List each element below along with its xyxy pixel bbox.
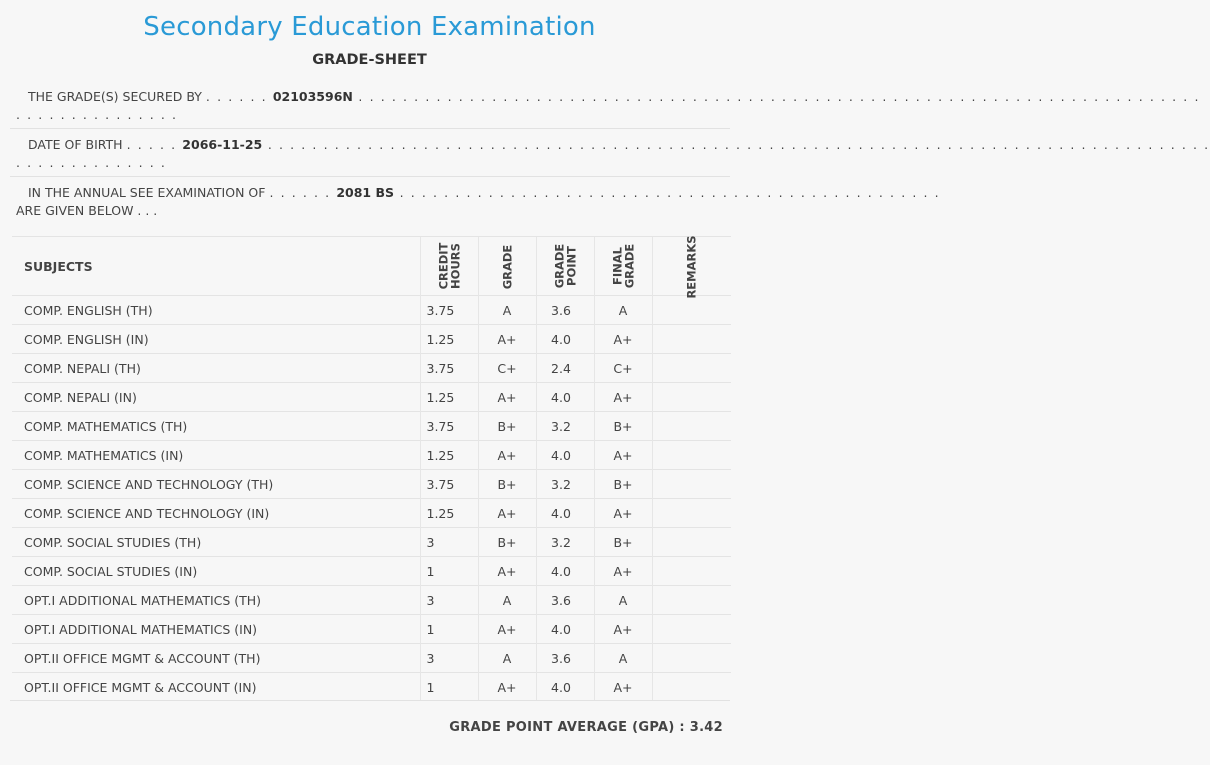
grade-cell: A bbox=[478, 296, 536, 325]
remarks-cell bbox=[652, 615, 731, 644]
remarks-cell bbox=[652, 412, 731, 441]
table-row bbox=[12, 412, 731, 441]
subject-cell: COMP. MATHEMATICS (TH) bbox=[12, 412, 420, 441]
grade-point-cell: 4.0 bbox=[536, 557, 594, 586]
remarks-cell bbox=[652, 586, 731, 615]
remarks-cell bbox=[652, 325, 731, 354]
table-row bbox=[12, 586, 731, 615]
given-below-text: ARE GIVEN BELOW . . . bbox=[16, 203, 158, 218]
secured-by-label: THE GRADE(S) SECURED BY bbox=[28, 89, 202, 104]
exam-line: IN THE ANNUAL SEE EXAMINATION OF . . . . . . 2081 BS . . . . . . . . . . . . . . . . . . . . . . . . . . . . . . . . . . . . . . . . . . . . . . . . . ARE GIVEN BELOW . . . bbox=[16, 185, 941, 218]
subject-cell: COMP. ENGLISH (IN) bbox=[12, 325, 420, 354]
credit-cell: 1.25 bbox=[420, 325, 478, 354]
grade-cell: B+ bbox=[478, 412, 536, 441]
header-fg-text-1: FINAL bbox=[609, 246, 624, 285]
header-grade bbox=[478, 237, 536, 296]
grade-point-cell: 3.6 bbox=[536, 644, 594, 673]
grade-point-cell: 4.0 bbox=[536, 499, 594, 528]
table-row bbox=[12, 528, 731, 557]
secured-by-line: THE GRADE(S) SECURED BY . . . . . . 02103596N . . . . . . . . . . . . . . . . . . . . . . . . . . . . . . . . . . . . . . . . . . . . . . . . . . . . . . . . . . . . . . . . . . . . . . . . . . . . . . . . . . . . . . . . . . . bbox=[16, 89, 1201, 122]
credit-cell: 3.75 bbox=[420, 470, 478, 499]
credit-cell: 3 bbox=[420, 528, 478, 557]
final-grade-cell: B+ bbox=[594, 528, 652, 557]
exam-label: IN THE ANNUAL SEE EXAMINATION OF bbox=[28, 185, 266, 200]
final-grade-cell: A+ bbox=[594, 557, 652, 586]
credit-cell: 3.75 bbox=[420, 354, 478, 383]
header-gp-text-2: POINT bbox=[563, 245, 578, 286]
header-subjects: SUBJECTS bbox=[12, 237, 420, 296]
remarks-cell bbox=[652, 383, 731, 412]
grade-cell: A+ bbox=[478, 557, 536, 586]
final-grade-cell: A+ bbox=[594, 325, 652, 354]
credit-cell: 1 bbox=[420, 615, 478, 644]
table-row bbox=[12, 354, 731, 383]
subject-cell: COMP. NEPALI (TH) bbox=[12, 354, 420, 383]
final-grade-cell: A+ bbox=[594, 441, 652, 470]
grades-table bbox=[12, 236, 731, 701]
grade-cell: C+ bbox=[478, 354, 536, 383]
remarks-cell bbox=[652, 441, 731, 470]
header-final-grade bbox=[594, 237, 652, 296]
final-grade-cell: A bbox=[594, 296, 652, 325]
header-grade-point bbox=[536, 237, 594, 296]
final-grade-cell: A+ bbox=[594, 383, 652, 412]
final-grade-cell: A+ bbox=[594, 673, 652, 702]
grade-cell: A+ bbox=[478, 325, 536, 354]
subject-cell: OPT.II OFFICE MGMT & ACCOUNT (IN) bbox=[12, 673, 420, 702]
grade-point-cell: 4.0 bbox=[536, 673, 594, 702]
table-row bbox=[12, 383, 731, 412]
remarks-cell bbox=[652, 528, 731, 557]
grade-point-cell: 4.0 bbox=[536, 383, 594, 412]
dob-value: 2066-11-25 bbox=[182, 137, 263, 152]
table-row bbox=[12, 499, 731, 528]
dob-label: DATE OF BIRTH bbox=[28, 137, 123, 152]
remarks-cell bbox=[652, 354, 731, 383]
table-row bbox=[12, 296, 731, 325]
remarks-cell bbox=[652, 557, 731, 586]
subject-cell: COMP. SOCIAL STUDIES (TH) bbox=[12, 528, 420, 557]
gpa-summary bbox=[449, 720, 723, 735]
subject-cell: OPT.I ADDITIONAL MATHEMATICS (TH) bbox=[12, 586, 420, 615]
final-grade-cell: C+ bbox=[594, 354, 652, 383]
dob-line: DATE OF BIRTH . . . . . 2066-11-25 . . . . . . . . . . . . . . . . . . . . . . . . . . . . . . . . . . . . . . . . . . . . . . . . . . . . . . . . . . . . . . . . . . . . . . . . . . . . . . . . . . . . . . . . . . . . . . . . . . . bbox=[16, 137, 1210, 170]
credit-cell: 3.75 bbox=[420, 296, 478, 325]
subject-cell: COMP. SOCIAL STUDIES (IN) bbox=[12, 557, 420, 586]
table-row bbox=[12, 673, 731, 702]
gpa-label: GRADE POINT AVERAGE (GPA) : bbox=[449, 720, 685, 735]
grade-point-cell: 3.6 bbox=[536, 296, 594, 325]
final-grade-cell: B+ bbox=[594, 470, 652, 499]
symbol-number: 02103596N bbox=[272, 89, 353, 104]
header-remarks-text: REMARKS bbox=[684, 234, 699, 299]
subject-cell: COMP. ENGLISH (TH) bbox=[12, 296, 420, 325]
final-grade-cell: A bbox=[594, 586, 652, 615]
credit-cell: 1 bbox=[420, 673, 478, 702]
gpa-value: 3.42 bbox=[689, 720, 723, 735]
remarks-cell bbox=[652, 499, 731, 528]
subject-cell: OPT.II OFFICE MGMT & ACCOUNT (TH) bbox=[12, 644, 420, 673]
grade-cell: B+ bbox=[478, 528, 536, 557]
sheet-subtitle: GRADE-SHEET bbox=[312, 52, 427, 68]
grade-point-cell: 4.0 bbox=[536, 325, 594, 354]
header-grade-text: GRADE bbox=[499, 244, 514, 289]
table-row bbox=[12, 557, 731, 586]
grade-point-cell: 4.0 bbox=[536, 441, 594, 470]
grade-cell: B+ bbox=[478, 470, 536, 499]
page-title: Secondary Education Examination bbox=[143, 12, 596, 42]
credit-cell: 1 bbox=[420, 557, 478, 586]
final-grade-cell: A+ bbox=[594, 499, 652, 528]
grade-cell: A bbox=[478, 644, 536, 673]
subject-cell: COMP. SCIENCE AND TECHNOLOGY (IN) bbox=[12, 499, 420, 528]
header-fg-text-2: GRADE bbox=[621, 243, 636, 288]
header-gp-text-1: GRADE bbox=[551, 243, 566, 288]
subject-cell: COMP. SCIENCE AND TECHNOLOGY (TH) bbox=[12, 470, 420, 499]
grade-cell: A+ bbox=[478, 499, 536, 528]
header-credit-text-1: CREDIT bbox=[435, 242, 450, 289]
table-row bbox=[12, 615, 731, 644]
final-grade-cell: B+ bbox=[594, 412, 652, 441]
grade-point-cell: 2.4 bbox=[536, 354, 594, 383]
table-row bbox=[12, 470, 731, 499]
table-header-row bbox=[12, 237, 731, 296]
subject-cell: OPT.I ADDITIONAL MATHEMATICS (IN) bbox=[12, 615, 420, 644]
grade-cell: A+ bbox=[478, 615, 536, 644]
grade-point-cell: 3.2 bbox=[536, 528, 594, 557]
header-remarks bbox=[652, 234, 731, 299]
table-row bbox=[12, 644, 731, 673]
credit-cell: 1.25 bbox=[420, 383, 478, 412]
grade-point-cell: 3.2 bbox=[536, 412, 594, 441]
grade-point-cell: 3.6 bbox=[536, 586, 594, 615]
exam-year: 2081 BS bbox=[336, 185, 395, 200]
final-grade-cell: A+ bbox=[594, 615, 652, 644]
credit-cell: 1.25 bbox=[420, 499, 478, 528]
remarks-cell bbox=[652, 470, 731, 499]
subject-cell: COMP. NEPALI (IN) bbox=[12, 383, 420, 412]
grade-cell: A+ bbox=[478, 441, 536, 470]
grade-cell: A+ bbox=[478, 673, 536, 702]
subject-cell: COMP. MATHEMATICS (IN) bbox=[12, 441, 420, 470]
grade-cell: A+ bbox=[478, 383, 536, 412]
remarks-cell bbox=[652, 644, 731, 673]
grade-point-cell: 3.2 bbox=[536, 470, 594, 499]
credit-cell: 1.25 bbox=[420, 441, 478, 470]
header-credit-text-2: HOURS bbox=[447, 242, 462, 289]
remarks-cell bbox=[652, 673, 731, 702]
table-row bbox=[12, 441, 731, 470]
grade-point-cell: 4.0 bbox=[536, 615, 594, 644]
header-credit-hours bbox=[420, 237, 478, 296]
final-grade-cell: A bbox=[594, 644, 652, 673]
grade-cell: A bbox=[478, 586, 536, 615]
credit-cell: 3 bbox=[420, 644, 478, 673]
credit-cell: 3 bbox=[420, 586, 478, 615]
credit-cell: 3.75 bbox=[420, 412, 478, 441]
remarks-cell bbox=[652, 296, 731, 325]
table-row bbox=[12, 325, 731, 354]
